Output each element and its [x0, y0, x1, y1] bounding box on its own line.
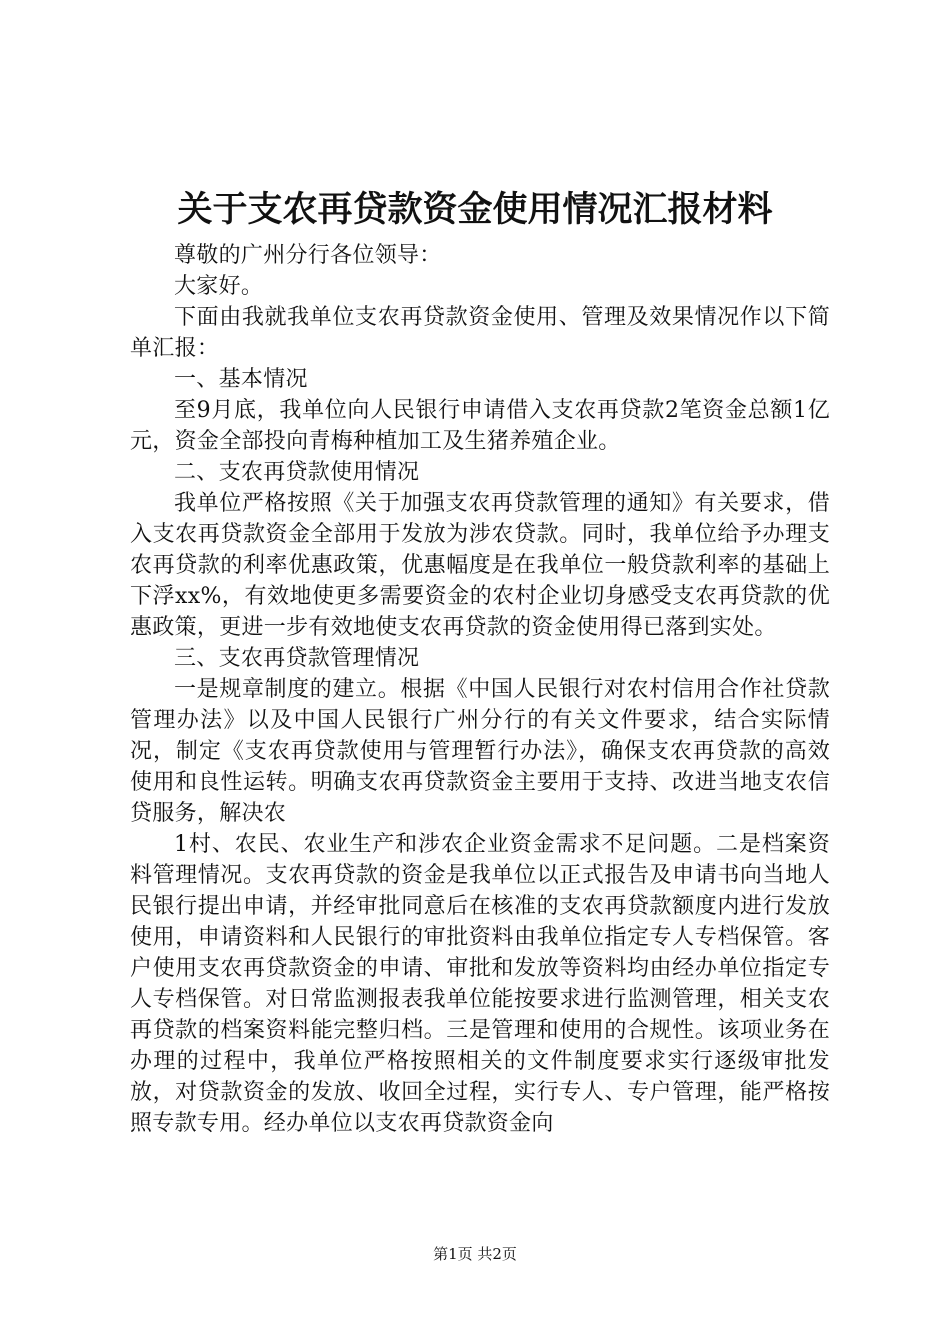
document-title: 关于支农再贷款资金使用情况汇报材料: [177, 189, 773, 230]
paragraph-basic: 至9月底，我单位向人民银行申请借入支农再贷款2笔资金总额1亿元，资金全部投向青梅种植加工及生猪养殖企业。: [130, 398, 830, 454]
paragraph-management: 一是规章制度的建立。根据《中国人民银行对农村信用合作社贷款管理办法》以及中国人民银行广州分行的有关文件要求，结合实际情况，制定《支农再贷款使用与管理暂行办法》，确保支农再贷款的高效使用和良性运转。明确支农再贷款资金主要用于支持、改进当地支农信贷服务，解决农: [130, 677, 830, 826]
paragraph-greeting: 大家好。: [174, 274, 264, 299]
paragraph-usage: 我单位严格按照《关于加强支农再贷款管理的通知》有关要求，借入支农再贷款资金全部用于发放为涉农贷款。同时，我单位给予办理支农再贷款的利率优惠政策，优惠幅度是在我单位一般贷款利率的基础上下浮xx%，有效地使更多需要资金的农村企业切身感受支农再贷款的优惠政策，更进一步有效地使支农再贷款的资金使用得已落到实处。: [130, 491, 830, 640]
section-heading-basic: 一、基本情况: [174, 367, 308, 392]
paragraph-salutation: 尊敬的广州分行各位领导：: [174, 243, 442, 268]
section-heading-management: 三、支农再贷款管理情况: [174, 646, 420, 671]
document-body: [130, 240, 830, 1139]
paragraph-intro: 下面由我就我单位支农再贷款资金使用、管理及效果情况作以下简单汇报：: [130, 305, 830, 361]
paragraph-archives: 1村、农民、农业生产和涉农企业资金需求不足问题。二是档案资料管理情况。支农再贷款的资金是我单位以正式报告及申请书向当地人民银行提出申请，并经审批同意后在核准的支农再贷款额度内进行发放使用，申请资料和人民银行的审批资料由我单位指定专人专档保管。客户使用支农再贷款资金的申请、审批和发放等资料均由经办单位指定专人专档保管。对日常监测报表我单位能按要求进行监测管理，相关支农再贷款的档案资料能完整归档。三是管理和使用的合规性。该项业务在办理的过程中，我单位严格按照相关的文件制度要求实行逐级审批发放，对贷款资金的发放、收回全过程，实行专人、专户管理，能严格按照专款专用。经办单位以支农再贷款资金向: [130, 832, 830, 1136]
section-heading-usage: 二、支农再贷款使用情况: [174, 460, 420, 485]
page-footer: 第1页 共2页: [433, 1245, 517, 1263]
